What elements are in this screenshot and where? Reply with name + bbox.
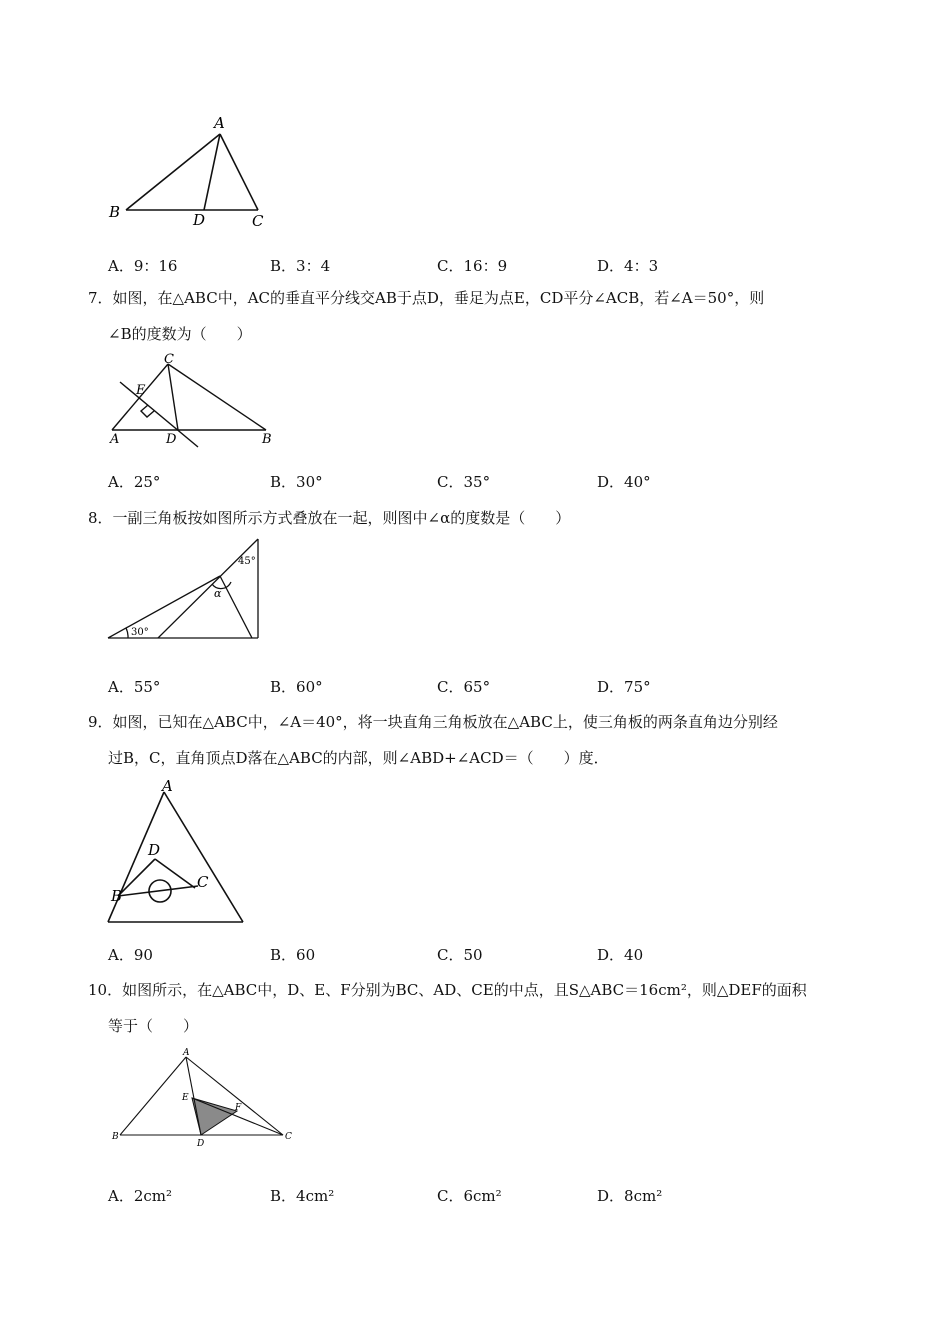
- q9-label-d: D: [148, 841, 161, 859]
- q9-label-b: B: [111, 887, 123, 905]
- q8-figure: [100, 535, 270, 647]
- q7-label-d: D: [166, 432, 177, 447]
- q8-stem-line1: [88, 508, 570, 528]
- q6-figure: [100, 108, 280, 233]
- q8-number: 8．: [88, 509, 113, 527]
- q7-option-b[interactable]: B．30°: [270, 473, 323, 491]
- q7-label-a: A: [110, 432, 120, 447]
- q10-label-b: B: [112, 1132, 119, 1142]
- q8-option-a[interactable]: A．55°: [108, 678, 161, 696]
- q9-label-a: A: [162, 777, 173, 795]
- q10-option-a[interactable]: A．2cm²: [108, 1187, 173, 1205]
- q6-option-c[interactable]: C．16：9: [437, 257, 508, 275]
- q9-stem-line1: [88, 712, 778, 732]
- q9-label-c: C: [197, 873, 209, 891]
- q10-number: 10．: [88, 981, 123, 999]
- q8-option-b[interactable]: B．60°: [270, 678, 323, 696]
- q6-label-b: B: [109, 203, 121, 221]
- q9-number: 9．: [88, 713, 113, 731]
- q10-option-c[interactable]: C．6cm²: [437, 1187, 502, 1205]
- q10-label-a: A: [183, 1048, 190, 1058]
- q10-label-c: C: [285, 1132, 292, 1142]
- q7-label-b: B: [262, 432, 272, 447]
- q10-option-d[interactable]: D．8cm²: [597, 1187, 663, 1205]
- q7-stem-line1: [88, 288, 764, 308]
- q6-option-b[interactable]: B．3：4: [270, 257, 331, 275]
- q9-text-line1: 如图，已知在△ABC中，∠A＝40°，将一块直角三角板放在△ABC上，使三角板的两条直角边分别经: [112, 713, 778, 731]
- q7-option-d[interactable]: D．40°: [597, 473, 651, 491]
- q6-option-a[interactable]: A．9：16: [108, 257, 178, 275]
- q10-shaded-triangle: [192, 1098, 237, 1135]
- q7-label-e: E: [136, 383, 146, 398]
- q10-stem-line2: 等于（ ）: [108, 1017, 199, 1035]
- q7-number: 7．: [88, 289, 113, 307]
- q7-figure: [100, 350, 290, 450]
- q8-option-c[interactable]: C．65°: [437, 678, 491, 696]
- q9-stem-line2: 过B，C，直角顶点D落在△ABC的内部，则∠ABD+∠ACD＝（ ）度．: [108, 749, 609, 767]
- q10-figure: [100, 1040, 300, 1150]
- q10-label-f: F: [235, 1103, 242, 1113]
- q6-label-d: D: [193, 211, 206, 229]
- q6-label-c: C: [252, 212, 264, 230]
- q10-label-e: E: [182, 1093, 189, 1103]
- q8-text-line1: 一副三角板按如图所示方式叠放在一起，则图中∠α的度数是（ ）: [112, 509, 571, 527]
- q6-label-a: A: [214, 114, 225, 132]
- q10-option-b[interactable]: B．4cm²: [270, 1187, 335, 1205]
- q8-label-45: 45°: [238, 556, 256, 567]
- q8-option-d[interactable]: D．75°: [597, 678, 651, 696]
- q10-label-d: D: [197, 1139, 205, 1149]
- q7-stem-line2: ∠B的度数为（ ）: [108, 325, 252, 343]
- q7-option-c[interactable]: C．35°: [437, 473, 491, 491]
- q9-option-c[interactable]: C．50: [437, 946, 483, 964]
- q10-text-line1: 如图所示，在△ABC中，D、E、F分别为BC、AD、CE的中点，且S△ABC＝16cm²，则△DEF的面积: [122, 981, 807, 999]
- q7-text-line1: 如图，在△ABC中，AC的垂直平分线交AB于点D，垂足为点E，CD平分∠ACB，若∠A＝50°，则: [112, 289, 765, 307]
- q8-label-alpha: α: [214, 587, 222, 600]
- q7-label-c: C: [164, 352, 174, 367]
- q9-option-a[interactable]: A．90: [108, 946, 153, 964]
- q9-figure: [100, 775, 250, 930]
- q8-label-30: 30°: [131, 627, 149, 638]
- q7-option-a[interactable]: A．25°: [108, 473, 161, 491]
- q9-option-b[interactable]: B．60: [270, 946, 316, 964]
- q6-option-d[interactable]: D．4：3: [597, 257, 659, 275]
- q10-stem-line1: [88, 980, 807, 1000]
- q9-option-d[interactable]: D．40: [597, 946, 644, 964]
